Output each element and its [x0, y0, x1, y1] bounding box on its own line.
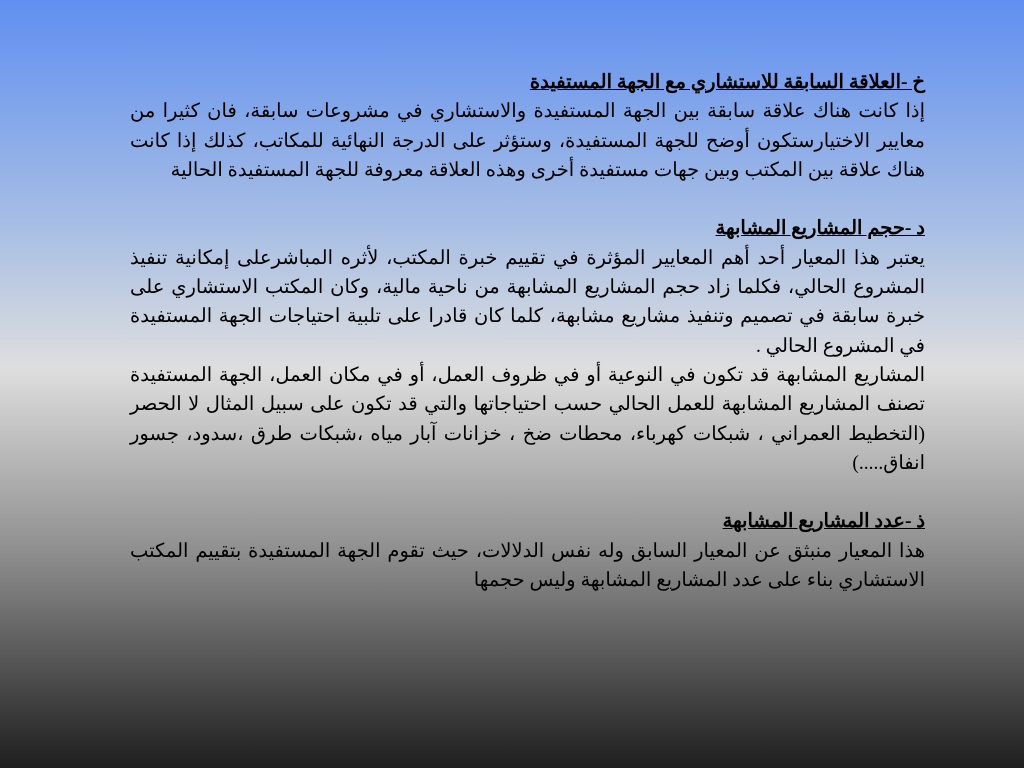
section-paragraph: المشاريع المشابهة قد تكون في النوعية أو في ظروف العمل، أو في مكان العمل، الجهة المستفيدة تصنف المشاريع المشابهة للعمل الحالي حسب احتياجاتها والتي قد تكون على سبيل المثال لا الحصر (التخطيط العمراني ، شبكات كهرباء، محطات ضخ ، خزانات آبار مياه ،شبكات طرق ،سدود، جسور انفاق.....)	[130, 364, 925, 474]
section-heading: د -حجم المشاريع المشابهة	[715, 218, 925, 240]
section-previous-relationship	[130, 68, 925, 185]
section-project-count	[130, 507, 925, 595]
section-paragraph: هذا المعيار منبثق عن المعيار السابق وله نفس الدلالات، حيث تقوم الجهة المستفيدة بتقييم المكتب الاستشاري بناء على عدد المشاريع المشابهة وليس حجمها	[130, 540, 925, 592]
slide-content	[130, 68, 925, 595]
section-project-size	[130, 214, 925, 478]
section-heading: خ -العلاقة السابقة للاستشاري مع الجهة المستفيدة	[529, 72, 925, 93]
spacer	[130, 185, 925, 214]
spacer	[130, 478, 925, 507]
section-paragraph: إذا كانت هناك علاقة سابقة بين الجهة المستفيدة والاستشاري في مشروعات سابقة، فان كثيرا من معايير الاختيارستكون أوضح للجهة المستفيدة، وستؤثر على الدرجة النهائية للمكاتب، كذلك إذا كانت هناك علاقة بين المكتب وبين جهات مستفيدة أخرى وهذه العلاقة معروفة للجهة المستفيدة الحالية	[130, 101, 925, 181]
section-paragraph: يعتبر هذا المعيار أحد أهم المعايير المؤثرة في تقييم خبرة المكتب، لأثره المباشرعلى إمكانية تنفيذ المشروع الحالي، فكلما زاد حجم المشاريع المشابهة من ناحية مالية، وكان المكتب الاستشاري على خبرة سابقة في تصميم وتنفيذ مشاريع مشابهة، كلما كان قادرا على تلبية احتياجات الجهة المستفيدة في المشروع الحالي .	[130, 247, 925, 357]
section-heading: ذ -عدد المشاريع المشابهة	[722, 511, 925, 533]
